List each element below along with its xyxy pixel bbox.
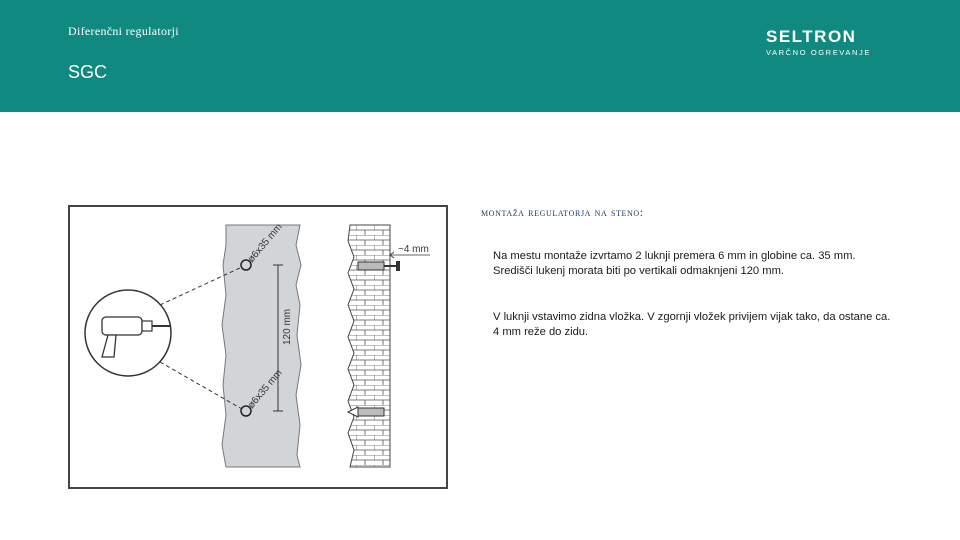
header-band (0, 0, 960, 112)
distance-label: 120 mm (282, 308, 293, 345)
slide-title: SGC (68, 62, 108, 82)
header-subtitle: Diferenčni regulatorji (68, 24, 179, 38)
top-hole-label: ø6x35 mm (245, 221, 285, 265)
logo-brand: SELTRON (766, 27, 857, 46)
mounting-diagram-svg (68, 205, 448, 489)
section-heading: montaža regulatorja na steno: (481, 205, 644, 219)
mounting-diagram (68, 205, 448, 489)
gap-label: ~4 mm (398, 244, 429, 255)
wall-slab (222, 225, 301, 467)
instruction-paragraph-1: Na mestu montaže izvrtamo 2 luknji premera 6 mm in globine ca. 35 mm. Središči lukenj morata biti po vertikali odmaknjeni 120 mm. (493, 250, 856, 277)
seltron-logo (766, 28, 892, 60)
brick-wall-section (348, 225, 390, 467)
logo-tagline: VARČNO OGREVANJE (766, 48, 871, 57)
bottom-hole-label: ø6x35 mm (245, 367, 285, 411)
instruction-paragraph-2: V luknji vstavimo zidna vložka. V zgornji vložek privijem vijak tako, da ostane ca. 4 mm reže do zidu. (493, 311, 891, 338)
